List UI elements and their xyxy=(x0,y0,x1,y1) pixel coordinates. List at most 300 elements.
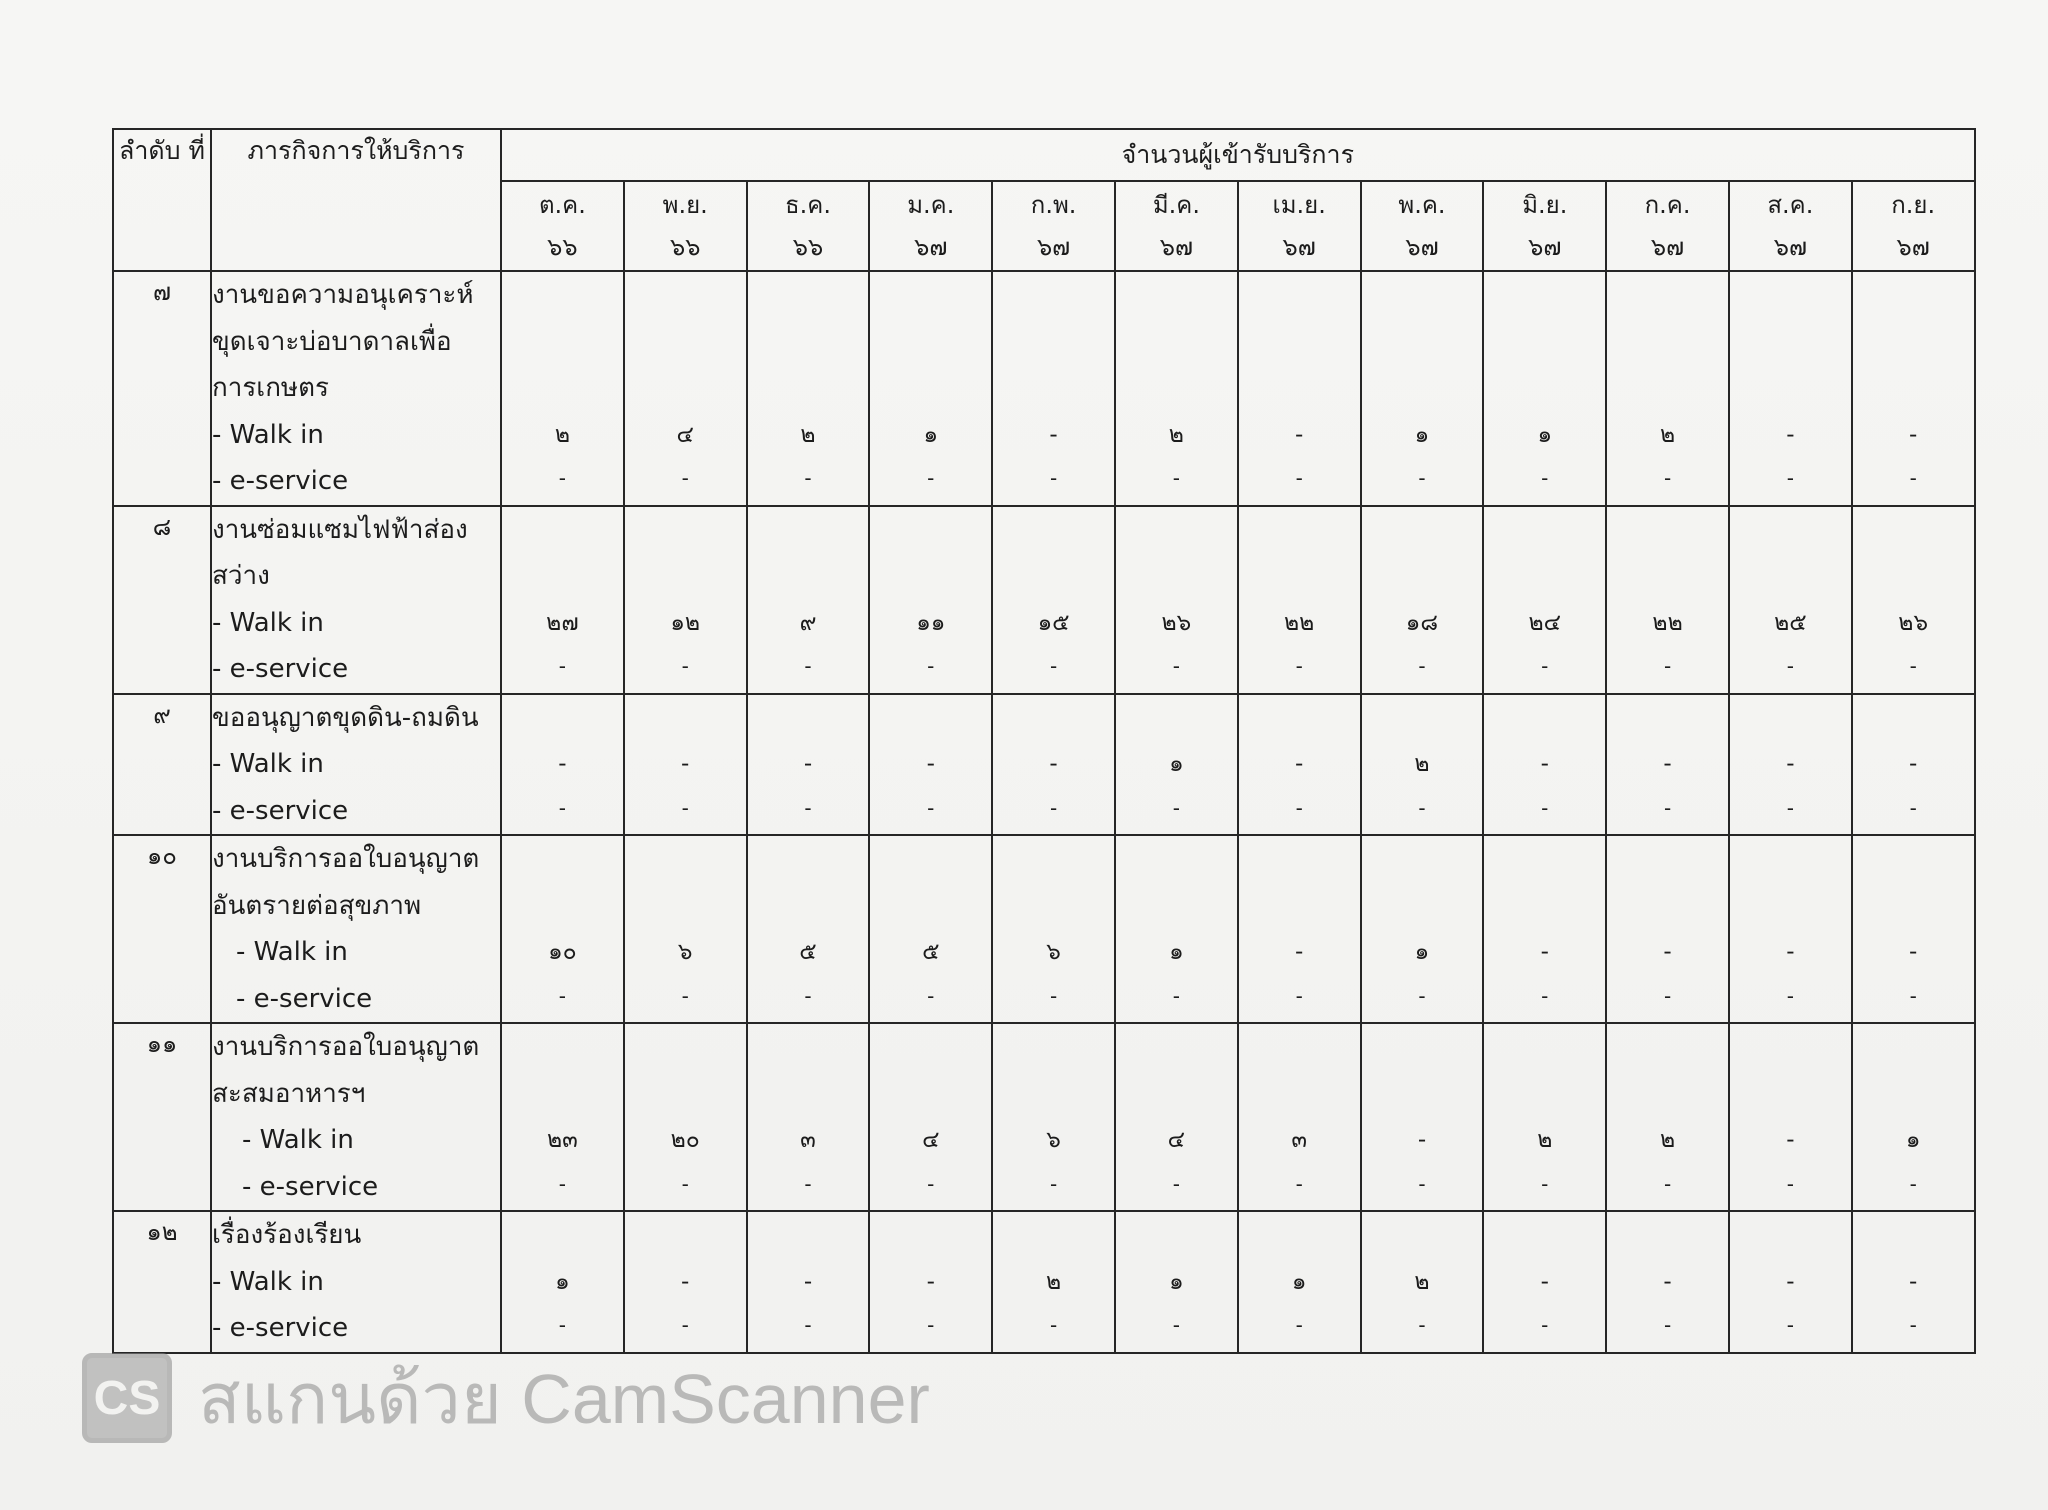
month-label: มิ.ย. xyxy=(1522,191,1568,219)
task-line: เรื่องร้องเรียน xyxy=(212,1220,362,1250)
walk-in-value: ๖ xyxy=(677,939,693,965)
table-row xyxy=(113,835,1975,1023)
e-service-value: - xyxy=(681,1171,689,1196)
count-header: จำนวนผู้เข้ารับบริการ xyxy=(501,129,1975,181)
e-service-value: - xyxy=(558,654,566,678)
e-service-value: - xyxy=(1909,795,1917,820)
e-service-value: - xyxy=(1295,654,1303,678)
e-service-value: - xyxy=(1786,654,1794,678)
e-service-value: - xyxy=(1786,466,1794,490)
walk-in-value: ๒๕ xyxy=(1774,609,1807,636)
e-service-value: - xyxy=(1786,983,1794,1008)
e-service-value: - xyxy=(1049,983,1058,1008)
value-cell xyxy=(1238,835,1361,1023)
value-cell xyxy=(1729,271,1852,506)
walk-in-value: ๒ xyxy=(1168,421,1184,448)
month-header xyxy=(1606,181,1729,271)
e-service-value: - xyxy=(804,795,812,820)
walk-in-value: ๒ xyxy=(1414,1268,1430,1295)
walk-in-value: - xyxy=(1786,939,1795,965)
value-cell xyxy=(501,1023,624,1211)
value-cell xyxy=(1361,1023,1484,1211)
row-sequence: ๑๐ xyxy=(113,835,211,1023)
value-cell xyxy=(501,271,624,506)
walk-in-value: - xyxy=(926,751,935,777)
value-cell xyxy=(501,835,624,1023)
value-cell xyxy=(1115,271,1238,506)
e-service-value: - xyxy=(927,1313,935,1337)
walk-in-value: ๑ xyxy=(923,421,939,448)
year-label: ๖๖ xyxy=(669,233,701,261)
task-line: สะสมอาหารฯ xyxy=(212,1078,366,1109)
month-header xyxy=(869,181,992,271)
value-cell xyxy=(869,506,992,694)
row-sequence: ๗ xyxy=(113,271,211,506)
month-header xyxy=(1115,181,1238,271)
value-cell xyxy=(1483,271,1606,506)
month-header xyxy=(1238,181,1361,271)
e-service-value: - xyxy=(1295,466,1303,490)
walk-in-value: - xyxy=(1663,939,1672,965)
value-cell xyxy=(1606,1023,1729,1211)
walk-in-value: ๔ xyxy=(922,1127,940,1153)
value-cell xyxy=(747,271,870,506)
year-label: ๖๗ xyxy=(1159,233,1194,261)
month-label: ก.ค. xyxy=(1644,191,1691,219)
walk-in-value: - xyxy=(1049,421,1058,448)
value-cell xyxy=(1606,694,1729,836)
value-cell xyxy=(992,1023,1115,1211)
walk-in-value: - xyxy=(1295,939,1304,965)
walk-in-value: - xyxy=(1417,1127,1427,1153)
walk-in-value: - xyxy=(1049,751,1058,777)
value-cell xyxy=(624,1023,747,1211)
walk-in-value: ๑๒ xyxy=(670,609,701,636)
e-service-value: - xyxy=(1663,1171,1672,1196)
e-service-value: - xyxy=(558,466,566,490)
value-cell xyxy=(1361,1211,1484,1353)
value-cell xyxy=(869,1023,992,1211)
walk-in-value: - xyxy=(1540,939,1549,965)
walk-in-value: - xyxy=(1909,421,1918,448)
e-service-value: - xyxy=(1909,1313,1917,1337)
walk-in-label: - Walk in xyxy=(236,937,348,967)
month-header xyxy=(1729,181,1852,271)
month-label: ก.พ. xyxy=(1030,191,1077,219)
walk-in-value: - xyxy=(1909,1268,1918,1295)
task-line: ขออนุญาตขุดดิน-ถมดิน xyxy=(212,702,479,733)
e-service-value: - xyxy=(1418,1171,1426,1196)
task-cell xyxy=(211,1211,501,1353)
value-cell xyxy=(747,694,870,836)
value-cell xyxy=(1729,694,1852,836)
value-cell xyxy=(624,271,747,506)
e-service-value: - xyxy=(1172,466,1180,490)
value-cell xyxy=(1483,506,1606,694)
e-service-value: - xyxy=(927,466,935,490)
e-service-value: - xyxy=(1295,1313,1303,1337)
row-sequence: ๑๑ xyxy=(113,1023,211,1211)
walk-in-value: ๑๕ xyxy=(1037,609,1070,636)
task-cell xyxy=(211,694,501,836)
seq-header: ลำดับ ที่ xyxy=(113,129,211,271)
e-service-value: - xyxy=(1172,1313,1180,1337)
e-service-value: - xyxy=(1049,1313,1058,1337)
table-row xyxy=(113,506,1975,694)
watermark-text: สแกนด้วย CamScanner xyxy=(198,1359,930,1438)
walk-in-value: ๑๘ xyxy=(1405,609,1439,636)
walk-in-value: ๒ xyxy=(1659,1127,1676,1153)
month-header xyxy=(501,181,624,271)
value-cell xyxy=(1238,1211,1361,1353)
value-cell xyxy=(1238,271,1361,506)
walk-in-value: ๓ xyxy=(800,1127,816,1153)
e-service-value: - xyxy=(1786,1171,1794,1196)
walk-in-value: - xyxy=(1663,1268,1672,1295)
e-service-label: - e-service xyxy=(242,1171,379,1202)
value-cell xyxy=(1606,271,1729,506)
walk-in-label: - Walk in xyxy=(212,419,324,450)
table-row xyxy=(113,1211,1975,1353)
e-service-value: - xyxy=(1172,983,1180,1008)
task-header: ภารกิจการให้บริการ xyxy=(211,129,501,271)
walk-in-value: ๓ xyxy=(1291,1127,1308,1153)
year-label: ๖๗ xyxy=(1036,233,1071,261)
value-cell xyxy=(1729,835,1852,1023)
value-cell xyxy=(1852,506,1975,694)
e-service-value: - xyxy=(1541,1171,1549,1196)
walk-in-value: - xyxy=(1540,751,1549,777)
e-service-value: - xyxy=(1541,983,1549,1008)
month-header xyxy=(624,181,747,271)
value-cell xyxy=(1483,1211,1606,1353)
e-service-value: - xyxy=(558,795,566,820)
e-service-value: - xyxy=(1049,466,1058,490)
e-service-value: - xyxy=(558,1171,566,1196)
e-service-value: - xyxy=(1786,795,1794,820)
e-service-value: - xyxy=(1172,795,1180,820)
e-service-value: - xyxy=(681,983,689,1008)
value-cell xyxy=(992,506,1115,694)
month-label: เม.ย. xyxy=(1272,191,1326,219)
table-row xyxy=(113,271,1975,506)
walk-in-value: - xyxy=(926,1268,935,1295)
e-service-value: - xyxy=(1172,1171,1180,1196)
year-label: ๖๗ xyxy=(1773,233,1807,261)
walk-in-value: ๙ xyxy=(799,609,817,636)
e-service-value: - xyxy=(1786,1313,1794,1337)
e-service-value: - xyxy=(1663,983,1672,1008)
e-service-value: - xyxy=(927,654,935,678)
row-sequence: ๘ xyxy=(113,506,211,694)
walk-in-value: ๕ xyxy=(922,939,940,965)
task-cell xyxy=(211,506,501,694)
month-label: ธ.ค. xyxy=(785,191,831,219)
e-service-value: - xyxy=(1418,983,1426,1008)
task-cell xyxy=(211,271,501,506)
value-cell xyxy=(624,1211,747,1353)
walk-in-label: - Walk in xyxy=(212,749,324,779)
walk-in-value: - xyxy=(803,1268,813,1295)
year-label: ๖๖ xyxy=(547,233,578,261)
value-cell xyxy=(1238,1023,1361,1211)
e-service-value: - xyxy=(1663,795,1672,820)
e-service-value: - xyxy=(804,654,812,678)
year-label: ๖๗ xyxy=(1896,233,1930,261)
table-row xyxy=(113,1023,1975,1211)
walk-in-value: - xyxy=(1663,751,1672,777)
value-cell xyxy=(501,694,624,836)
e-service-value: - xyxy=(1663,466,1672,490)
value-cell xyxy=(1361,506,1484,694)
header-row-top xyxy=(113,129,1975,181)
value-cell xyxy=(501,1211,624,1353)
task-line: การเกษตร xyxy=(212,373,329,403)
value-cell xyxy=(1361,835,1484,1023)
task-line: งานซ่อมแซมไฟฟ้าส่อง xyxy=(212,514,468,545)
value-cell xyxy=(1852,835,1975,1023)
walk-in-value: - xyxy=(1540,1268,1549,1295)
year-label: ๖๗ xyxy=(1282,233,1316,261)
value-cell xyxy=(1606,506,1729,694)
value-cell xyxy=(1606,1211,1729,1353)
value-cell xyxy=(1729,1211,1852,1353)
e-service-value: - xyxy=(1541,1313,1549,1337)
row-sequence: ๙ xyxy=(113,694,211,836)
walk-in-value: - xyxy=(558,751,567,777)
year-label: ๖๗ xyxy=(1650,233,1685,261)
e-service-value: - xyxy=(1418,654,1426,678)
value-cell xyxy=(624,506,747,694)
e-service-value: - xyxy=(558,983,566,1008)
walk-in-value: - xyxy=(681,1268,690,1295)
value-cell xyxy=(1483,1023,1606,1211)
walk-in-value: - xyxy=(1786,1268,1795,1295)
e-service-value: - xyxy=(1295,795,1303,820)
value-cell xyxy=(1115,835,1238,1023)
walk-in-value: ๑๑ xyxy=(916,609,946,636)
month-label: ม.ค. xyxy=(907,191,955,219)
walk-in-value: ๒๓ xyxy=(546,1127,578,1153)
walk-in-value: ๒ xyxy=(1046,1268,1062,1295)
month-label: ก.ย. xyxy=(1891,191,1936,219)
value-cell xyxy=(747,1211,870,1353)
e-service-value: - xyxy=(1172,654,1180,678)
month-header xyxy=(747,181,870,271)
walk-in-label: - Walk in xyxy=(212,1266,324,1297)
value-cell xyxy=(1852,1023,1975,1211)
walk-in-value: ๑ xyxy=(1905,1127,1921,1153)
table-body xyxy=(113,271,1975,1353)
walk-in-value: ๑ xyxy=(555,1268,570,1295)
walk-in-value: - xyxy=(1786,751,1795,777)
walk-in-value: ๒ xyxy=(1537,1127,1553,1153)
e-service-value: - xyxy=(804,1313,812,1337)
task-line: งานขอความอนุเคราะห์ xyxy=(212,280,474,310)
walk-in-value: ๒๖ xyxy=(1161,609,1192,636)
value-cell xyxy=(624,835,747,1023)
e-service-value: - xyxy=(1909,1171,1917,1196)
year-label: ๖๗ xyxy=(1405,233,1439,261)
e-service-label: - e-service xyxy=(212,466,349,496)
walk-in-value: ๖ xyxy=(1046,939,1061,965)
walk-in-value: ๒๒ xyxy=(1652,609,1683,636)
e-service-value: - xyxy=(1295,1171,1303,1196)
e-service-value: - xyxy=(1418,1313,1426,1337)
walk-in-value: ๒๗ xyxy=(546,609,579,636)
walk-in-value: ๖ xyxy=(1046,1127,1061,1153)
value-cell xyxy=(1115,694,1238,836)
task-line: ขุดเจาะบ่อบาดาลเพื่อ xyxy=(212,326,452,357)
value-cell xyxy=(1729,506,1852,694)
month-label: มี.ค. xyxy=(1152,191,1200,219)
e-service-value: - xyxy=(1541,466,1549,490)
e-service-value: - xyxy=(681,654,689,678)
walk-in-value: ๔ xyxy=(1167,1127,1186,1153)
walk-in-value: ๒๔ xyxy=(1528,609,1562,636)
walk-in-value: - xyxy=(803,751,813,777)
value-cell xyxy=(869,1211,992,1353)
task-line: งานบริการออใบอนุญาต xyxy=(212,844,480,874)
month-header xyxy=(1361,181,1484,271)
walk-in-label: - Walk in xyxy=(242,1125,354,1155)
walk-in-value: - xyxy=(1909,939,1918,965)
value-cell xyxy=(1238,694,1361,836)
year-label: ๖๗ xyxy=(1528,233,1562,261)
value-cell xyxy=(992,271,1115,506)
e-service-value: - xyxy=(927,983,935,1008)
camscanner-watermark xyxy=(82,1352,930,1444)
e-service-value: - xyxy=(558,1313,566,1337)
value-cell xyxy=(747,1023,870,1211)
e-service-label: - e-service xyxy=(212,1313,349,1343)
walk-in-value: ๑ xyxy=(1291,1268,1307,1295)
task-line: สว่าง xyxy=(212,561,270,591)
value-cell xyxy=(747,835,870,1023)
e-service-label: - e-service xyxy=(212,654,349,684)
month-label: ส.ค. xyxy=(1767,191,1814,219)
month-label: ต.ค. xyxy=(538,191,586,219)
e-service-value: - xyxy=(804,983,812,1008)
value-cell xyxy=(747,506,870,694)
e-service-value: - xyxy=(1909,983,1917,1008)
month-header xyxy=(1852,181,1975,271)
walk-in-value: ๑ xyxy=(1169,939,1184,965)
walk-in-value: ๕ xyxy=(799,939,817,965)
walk-in-value: ๑ xyxy=(1537,421,1553,448)
value-cell xyxy=(1852,694,1975,836)
e-service-value: - xyxy=(1049,1171,1058,1196)
e-service-label: - e-service xyxy=(212,795,349,826)
e-service-value: - xyxy=(681,1313,689,1337)
walk-in-value: ๒ xyxy=(800,421,816,448)
e-service-value: - xyxy=(1663,1313,1672,1337)
year-label: ๖๖ xyxy=(792,233,824,261)
value-cell xyxy=(501,506,624,694)
e-service-value: - xyxy=(927,795,935,820)
value-cell xyxy=(1238,506,1361,694)
value-cell xyxy=(992,694,1115,836)
value-cell xyxy=(1115,506,1238,694)
walk-in-value: ๒ xyxy=(1414,751,1430,777)
e-service-value: - xyxy=(1541,795,1549,820)
month-header xyxy=(1483,181,1606,271)
walk-in-value: ๒ xyxy=(1659,421,1676,448)
value-cell xyxy=(1115,1211,1238,1353)
year-label: ๖๗ xyxy=(914,233,948,261)
walk-in-label: - Walk in xyxy=(212,607,324,638)
logo-text: CS xyxy=(93,1371,161,1425)
value-cell xyxy=(992,1211,1115,1353)
walk-in-value: - xyxy=(681,751,690,777)
walk-in-value: ๒ xyxy=(554,421,570,448)
e-service-value: - xyxy=(1418,795,1426,820)
walk-in-value: ๑ xyxy=(1414,939,1430,965)
walk-in-value: - xyxy=(1786,1127,1795,1153)
table-row xyxy=(113,694,1975,836)
walk-in-value: - xyxy=(1295,751,1304,777)
walk-in-value: ๔ xyxy=(676,421,694,448)
value-cell xyxy=(869,694,992,836)
e-service-value: - xyxy=(927,1171,935,1196)
value-cell xyxy=(992,835,1115,1023)
value-cell xyxy=(1483,694,1606,836)
e-service-value: - xyxy=(1049,654,1058,678)
walk-in-value: - xyxy=(1909,751,1918,777)
value-cell xyxy=(1361,694,1484,836)
e-service-value: - xyxy=(681,795,689,820)
e-service-value: - xyxy=(1663,654,1672,678)
walk-in-value: ๑๐ xyxy=(548,939,577,965)
walk-in-value: ๒๖ xyxy=(1898,609,1929,636)
e-service-value: - xyxy=(1541,654,1549,678)
value-cell xyxy=(1115,1023,1238,1211)
e-service-value: - xyxy=(1909,654,1917,678)
value-cell xyxy=(1606,835,1729,1023)
month-label: พ.ค. xyxy=(1398,191,1446,219)
walk-in-value: - xyxy=(1295,421,1304,448)
camscanner-logo-icon xyxy=(82,1353,172,1443)
walk-in-value: - xyxy=(1786,421,1795,448)
month-header xyxy=(992,181,1115,271)
walk-in-value: ๒๒ xyxy=(1284,609,1315,636)
month-label: พ.ย. xyxy=(662,191,708,219)
e-service-value: - xyxy=(1418,466,1426,490)
e-service-value: - xyxy=(681,466,689,490)
value-cell xyxy=(869,835,992,1023)
value-cell xyxy=(624,694,747,836)
value-cell xyxy=(1361,271,1484,506)
task-line: งานบริการออใบอนุญาต xyxy=(212,1032,480,1062)
e-service-value: - xyxy=(1049,795,1058,820)
service-statistics-table xyxy=(112,128,1976,1354)
row-sequence: ๑๒ xyxy=(113,1211,211,1353)
walk-in-value: ๑ xyxy=(1169,751,1184,777)
task-cell xyxy=(211,1023,501,1211)
e-service-label: - e-service xyxy=(236,983,373,1014)
value-cell xyxy=(1729,1023,1852,1211)
walk-in-value: ๒๐ xyxy=(670,1127,700,1153)
task-cell xyxy=(211,835,501,1023)
value-cell xyxy=(1852,1211,1975,1353)
value-cell xyxy=(869,271,992,506)
value-cell xyxy=(1483,835,1606,1023)
e-service-value: - xyxy=(1909,466,1917,490)
e-service-value: - xyxy=(804,1171,812,1196)
walk-in-value: ๑ xyxy=(1169,1268,1184,1295)
e-service-value: - xyxy=(1295,983,1303,1008)
walk-in-value: ๑ xyxy=(1414,421,1430,448)
